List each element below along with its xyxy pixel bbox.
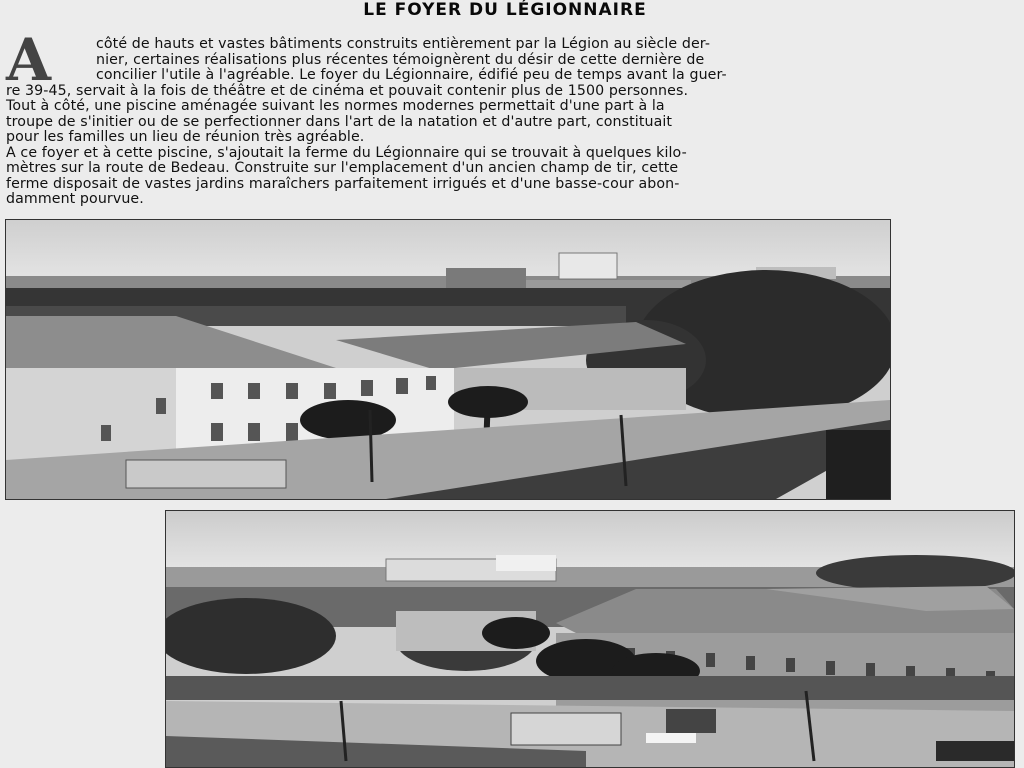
text-line: côté de hauts et vastes bâtiments construits entièrement par la Légion au siècle der- bbox=[96, 36, 711, 52]
page-title: LE FOYER DU LÉGIONNAIRE bbox=[363, 0, 647, 20]
text-line: pour les familles un lieu de réunion très agréable. bbox=[6, 129, 365, 145]
drop-cap: A bbox=[6, 26, 52, 94]
text-line: mètres sur la route de Bedeau. Construite sur l'emplacement d'un ancien champ de tir, cette bbox=[6, 160, 679, 176]
text-line: A ce foyer et à cette piscine, s'ajoutait la ferme du Légionnaire qui se trouvait à quelques kilo- bbox=[6, 145, 687, 161]
photo-foyer-drawing bbox=[6, 220, 890, 499]
photo-aerial-drawing bbox=[166, 511, 1014, 767]
text-line: ferme disposait de vastes jardins maraîchers parfaitement irrigués et d'une basse-cour abon- bbox=[6, 176, 680, 192]
text-line: nier, certaines réalisations plus récentes témoignèrent du désir de cette dernière de bbox=[96, 52, 705, 68]
text-line: Tout à côté, une piscine aménagée suivant les normes modernes permettait d'une part à la bbox=[6, 98, 665, 114]
text-line: damment pourvue. bbox=[6, 191, 144, 207]
photo-foyer-building bbox=[5, 219, 891, 500]
text-line: concilier l'utile à l'agréable. Le foyer du Légionnaire, édifié peu de temps avant la guer- bbox=[96, 67, 727, 83]
text-line: re 39-45, servait à la fois de théâtre et de cinéma et pouvait contenir plus de 1500 personnes. bbox=[6, 83, 689, 99]
text-line: troupe de s'initier ou de se perfectionner dans l'art de la natation et d'autre part, constituait bbox=[6, 114, 673, 130]
photo-aerial-view bbox=[165, 510, 1015, 768]
